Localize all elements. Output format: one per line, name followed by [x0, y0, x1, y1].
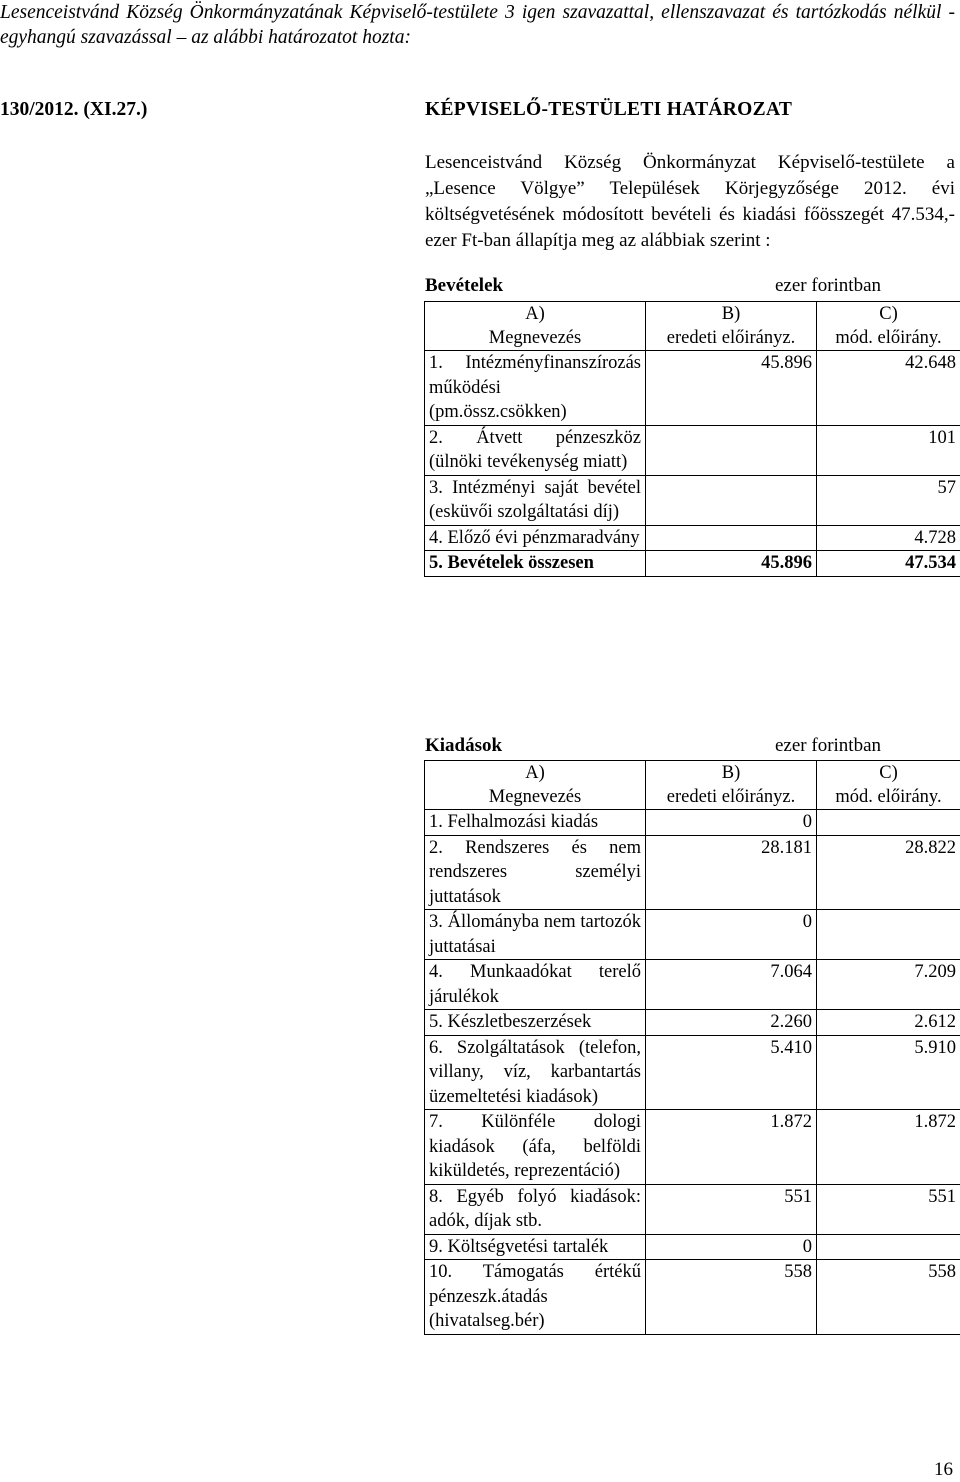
table-row — [425, 835, 960, 910]
row-modified — [817, 1234, 960, 1260]
row-name: 4. Előző évi pénzmaradvány — [425, 525, 646, 551]
row-original — [646, 425, 817, 475]
expenses-unit: ezer forintban — [775, 735, 882, 756]
row-name: 3. Intézményi saját bevétel (esküvői szolgáltatási díj) — [425, 475, 646, 525]
row-name: 8. Egyéb folyó kiadások: adók, díjak stb. — [425, 1184, 646, 1234]
revenue-title: Bevételek — [425, 275, 504, 296]
intro-text: Lesenceistvánd Község Önkormányzatának Képviselő-testülete 3 igen szavazattal, ellenszavazat és tartózkodás nélkül - egyhangú szavazással – az alábbi határozatot hozta: — [0, 2, 955, 48]
table-row — [425, 525, 960, 551]
page-number: 16 — [934, 1459, 953, 1480]
table-row — [425, 475, 960, 525]
col-c-label: mód. előirány. — [835, 328, 942, 348]
row-original: 28.181 — [646, 835, 817, 910]
row-name: 7. Különféle dologi kiadások (áfa, belföldi kiküldetés, reprezentáció) — [425, 1110, 646, 1185]
total-original: 45.896 — [646, 551, 817, 577]
resolution-number: 130/2012. (XI.27.) — [0, 99, 148, 120]
row-modified: 551 — [817, 1184, 960, 1234]
row-original: 2.260 — [646, 1010, 817, 1036]
row-original: 0 — [646, 1234, 817, 1260]
column-header-name — [425, 302, 646, 351]
column-header-name — [425, 761, 646, 810]
expenses-title: Kiadások — [425, 735, 503, 756]
row-name: 3. Állományba nem tartozók juttatásai — [425, 910, 646, 960]
col-c-label: mód. előirány. — [835, 787, 942, 807]
row-modified: 101 — [817, 425, 960, 475]
row-modified: 28.822 — [817, 835, 960, 910]
column-header-original — [646, 761, 817, 810]
revenue-header-row — [425, 302, 960, 351]
col-b-letter: B) — [721, 304, 741, 324]
row-modified: 1.872 — [817, 1110, 960, 1185]
total-modified: 47.534 — [817, 551, 960, 577]
row-name: 9. Költségvetési tartalék — [425, 1234, 646, 1260]
table-row — [425, 960, 960, 1010]
row-original: 1.872 — [646, 1110, 817, 1185]
row-modified — [817, 810, 960, 836]
row-modified: 7.209 — [817, 960, 960, 1010]
row-original: 45.896 — [646, 351, 817, 426]
row-name: 2. Rendszeres és nem rendszeres személyi juttatások — [425, 835, 646, 910]
col-b-label: eredeti előirányz. — [666, 328, 796, 348]
row-name: 2. Átvett pénzeszköz (ülnöki tevékenység miatt) — [425, 425, 646, 475]
row-modified: 2.612 — [817, 1010, 960, 1036]
expenses-header-row — [425, 761, 960, 810]
row-name: 6. Szolgáltatások (telefon, villany, víz, karbantartás üzemeltetési kiadások) — [425, 1035, 646, 1110]
resolution-description: Lesenceistvánd Község Önkormányzat Képviselő-testülete a „Lesence Völgye” Települések Körjegyzősége 2012. évi költségvetésének módosított bevételi és kiadási főösszegét 47.534,- ezer Ft-ban állapítja meg az alábbiak szerint : — [425, 152, 955, 251]
table-row — [425, 810, 960, 836]
revenue-unit: ezer forintban — [775, 275, 882, 296]
row-original — [646, 475, 817, 525]
total-name: 5. Bevételek összesen — [425, 551, 646, 577]
row-modified: 558 — [817, 1260, 960, 1335]
col-a-label: Megnevezés — [488, 328, 582, 348]
row-name: 1. Intézményfinanszírozás működési (pm.össz.csökken) — [425, 351, 646, 426]
row-modified: 42.648 — [817, 351, 960, 426]
row-original: 551 — [646, 1184, 817, 1234]
col-c-letter: C) — [879, 763, 898, 783]
table-row — [425, 1234, 960, 1260]
row-original: 5.410 — [646, 1035, 817, 1110]
row-original: 0 — [646, 810, 817, 836]
table-row — [425, 1184, 960, 1234]
table-row — [425, 910, 960, 960]
revenue-table — [424, 301, 960, 577]
row-name: 5. Készletbeszerzések — [425, 1010, 646, 1036]
table-row — [425, 425, 960, 475]
row-original: 0 — [646, 910, 817, 960]
table-row — [425, 1035, 960, 1110]
column-header-original — [646, 302, 817, 351]
row-original — [646, 525, 817, 551]
col-a-letter: A) — [525, 763, 545, 783]
row-original: 558 — [646, 1260, 817, 1335]
resolution-heading: KÉPVISELŐ-TESTÜLETI HATÁROZAT — [425, 99, 793, 120]
table-row — [425, 1010, 960, 1036]
row-name: 1. Felhalmozási kiadás — [425, 810, 646, 836]
row-name: 4. Munkaadókat terelő járulékok — [425, 960, 646, 1010]
expenses-table — [424, 760, 960, 1335]
row-original: 7.064 — [646, 960, 817, 1010]
col-b-label: eredeti előirányz. — [666, 787, 796, 807]
row-modified — [817, 910, 960, 960]
row-modified: 4.728 — [817, 525, 960, 551]
row-modified: 5.910 — [817, 1035, 960, 1110]
table-row — [425, 1110, 960, 1185]
revenue-total-row — [425, 551, 960, 577]
col-a-label: Megnevezés — [488, 787, 582, 807]
row-name: 10. Támogatás értékű pénzeszk.átadás (hivatalseg.bér) — [425, 1260, 646, 1335]
col-c-letter: C) — [879, 304, 898, 324]
row-modified: 57 — [817, 475, 960, 525]
column-header-modified — [817, 761, 960, 810]
col-a-letter: A) — [525, 304, 545, 324]
table-row — [425, 1260, 960, 1335]
column-header-modified — [817, 302, 960, 351]
col-b-letter: B) — [721, 763, 741, 783]
table-row — [425, 351, 960, 426]
